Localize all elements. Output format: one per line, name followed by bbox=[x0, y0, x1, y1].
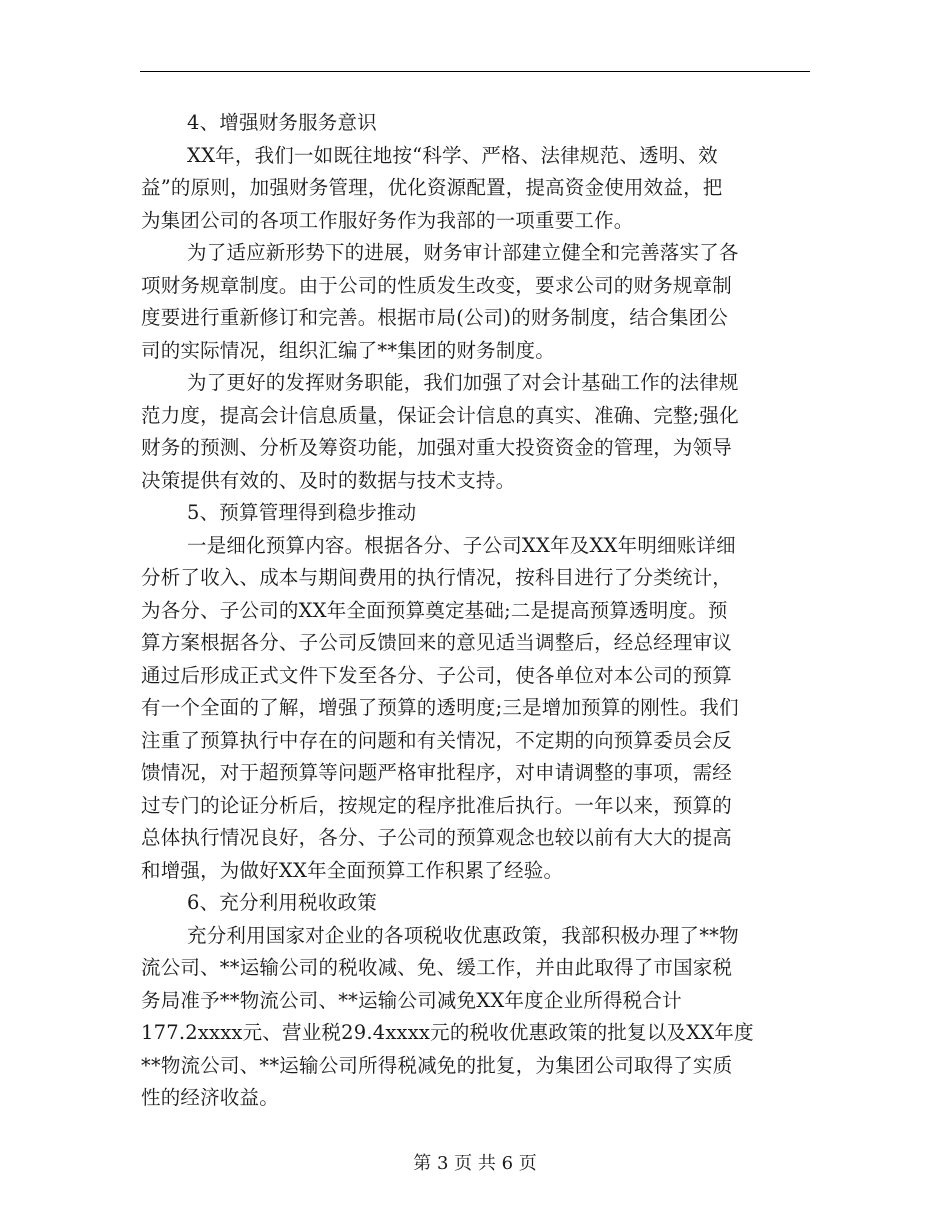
section-heading-5: 5、预算管理得到稳步推动 bbox=[187, 501, 417, 524]
paragraph-line: 范力度，提高会计信息质量，保证会计信息的真实、准确、完整;强化 bbox=[141, 403, 739, 427]
paragraph-line: 177.2xxxx元、营业税29.4xxxx元的税收优惠政策的批复以及XX年度 bbox=[141, 1021, 754, 1044]
paragraph-line: 项财务规章制度。由于公司的性质发生改变，要求公司的财务规章制 bbox=[141, 273, 733, 297]
paragraph-line: 算方案根据各分、子公司反馈回来的意见适当调整后，经总经理审议 bbox=[141, 631, 733, 654]
paragraph-line: 为了更好的发挥财务职能，我们加强了对会计基础工作的法律规 bbox=[187, 371, 739, 394]
paragraph-line: 有一个全面的了解，增强了预算的透明度;三是增加预算的刚性。我们 bbox=[141, 696, 739, 719]
paragraph-line: 通过后形成正式文件下发至各分、子公司，使各单位对本公司的预算 bbox=[141, 663, 733, 687]
paragraph-line: 益”的原则，加强财务管理，优化资源配置，提高资金使用效益，把 bbox=[141, 176, 723, 199]
paragraph-line: 充分利用国家对企业的各项税收优惠政策，我部积极办理了**物 bbox=[187, 923, 739, 947]
paragraph-line: 馈情况，对于超预算等问题严格审批程序，对申请调整的事项，需经 bbox=[141, 761, 733, 784]
paragraph-line: XX年，我们一如既往地按“科学、严格、法律规范、透明、效 bbox=[187, 143, 718, 167]
paragraph-line: 一是细化预算内容。根据各分、子公司XX年及XX年明细账详细 bbox=[187, 533, 736, 557]
section-heading-6: 6、充分利用税收政策 bbox=[187, 891, 377, 914]
paragraph-line: 财务的预测、分析及筹资功能，加强对重大投资资金的管理，为领导 bbox=[141, 436, 733, 459]
paragraph-line: 为了适应新形势下的进展，财务审计部建立健全和完善落实了各 bbox=[187, 241, 739, 264]
paragraph-line: 性的经济收益。 bbox=[141, 1086, 279, 1109]
paragraph-line: 决策提供有效的、及时的数据与技术支持。 bbox=[141, 468, 516, 492]
paragraph-line: 司的实际情况，组织汇编了**集团的财务制度。 bbox=[141, 338, 555, 362]
header-rule bbox=[140, 71, 810, 72]
paragraph-line: 注重了预算执行中存在的问题和有关情况，不定期的向预算委员会反 bbox=[141, 728, 733, 752]
paragraph-line: 总体执行情况良好，各分、子公司的预算观念也较以前有大大的提高 bbox=[141, 826, 733, 849]
paragraph-line: **物流公司、**运输公司所得税减免的批复，为集团公司取得了实质 bbox=[141, 1053, 733, 1077]
paragraph-line: 度要进行重新修订和完善。根据市局(公司)的财务制度，结合集团公 bbox=[141, 306, 728, 329]
paragraph-line: 务局准予**物流公司、**运输公司减免XX年度企业所得税合计 bbox=[141, 988, 682, 1012]
paragraph-line: 过专门的论证分析后，按规定的程序批准后执行。一年以来，预算的 bbox=[141, 793, 733, 817]
paragraph-line: 为各分、子公司的XX年全面预算奠定基础;二是提高预算透明度。预 bbox=[141, 598, 728, 622]
section-heading-4: 4、增强财务服务意识 bbox=[187, 111, 377, 134]
paragraph-line: 流公司、**运输公司的税收减、免、缓工作，并由此取得了市国家税 bbox=[141, 956, 733, 979]
paragraph-line: 和增强，为做好XX年全面预算工作积累了经验。 bbox=[141, 858, 564, 882]
paragraph-line: 为集团公司的各项工作服好务作为我部的一项重要工作。 bbox=[141, 208, 634, 232]
document-body bbox=[141, 107, 811, 1115]
page-number-footer: 第 3 页 共 6 页 bbox=[413, 1153, 537, 1174]
paragraph-line: 分析了收入、成本与期间费用的执行情况，按科目进行了分类统计， bbox=[141, 566, 733, 589]
